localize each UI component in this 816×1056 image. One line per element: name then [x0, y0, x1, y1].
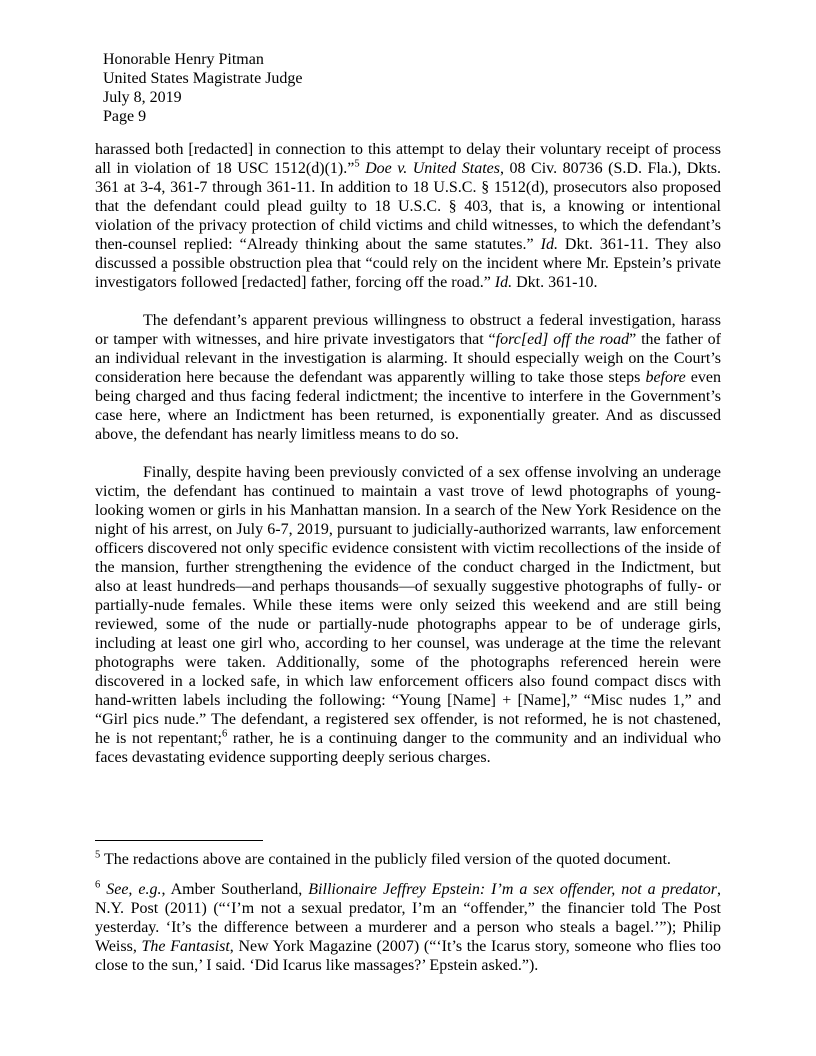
footnote-6: $^6$ See, e.g., Amber Southerland, Billionaire Jeffrey Epstein: I’m a sex offender, not a predator, N.Y. Post (2011) (“‘I’m not a sexual predator, I’m an “offender,” the financier told The Post yesterday. ‘It’s the difference between a murderer and a person who steals a bagel.’”); Philip Weiss, The Fantasist, New York Magazine (2007) (“‘It’s the Icarus story, someone who flies too close to the sun,’ I said. ‘Did Icarus like massages?’ Epstein asked.”).	[95, 879, 722, 974]
footnotes-section	[95, 840, 721, 975]
footnote-5: $^5$ The redactions above are contained in the publicly filed version of the quoted document.	[95, 849, 671, 868]
header-line-date: July 8, 2019	[103, 89, 182, 106]
footnote-separator	[95, 840, 263, 841]
header-line-recipient-title: United States Magistrate Judge	[103, 70, 303, 87]
paragraph-search-evidence: Finally, despite having been previously convicted of a sex offense involving an underage victim, the defendant has continued to maintain a vast trove of lewd photographs of young-looking women or girls in his Manhattan mansion. In a search of the New York Residence on the night of his arrest, on July 6-7, 2019, pursuant to judicially-authorized warrants, law enforcement officers discovered not only specific evidence consistent with victim recollections of the inside of the mansion, further strengthening the evidence of the conduct charged in the Indictment, but also at least hundreds—and perhaps thousands—of sexually suggestive photographs of fully- or partially-nude females. While these items were only seized this weekend and are still being reviewed, some of the nude or partially-nude photographs appear to be of underage girls, including at least one girl who, according to her counsel, was underage at the time the relevant photographs were taken. Additionally, some of the photographs referenced herein were discovered in a locked safe, in which law enforcement officers also found compact discs with hand-written labels including the following: “Young [Name] + [Name],” “Misc nudes 1,” and “Girl pics nude.” The defendant, a registered sex offender, is not reformed, he is not chastened, he is not repentant;$^6$ rather, he is a continuing danger to the community and an individual who faces devastating evidence supporting deeply serious charges.	[95, 464, 722, 766]
letter-header	[103, 0, 816, 126]
header-line-recipient: Honorable Henry Pitman	[103, 51, 264, 68]
letter-body	[95, 140, 721, 767]
paragraph-obstruction-argument: The defendant’s apparent previous willingness to obstruct a federal investigation, harass or tamper with witnesses, and hire private investigators that “forc[ed] off the road” the father of an individual relevant in the investigation is alarming. It should especially weigh on the Court’s consideration here because the defendant was apparently willing to take those steps before even being charged and thus facing federal indictment; the incentive to interfere in the Government’s case here, where an Indictment has been returned, is exponentially greater. And as discussed above, the defendant has nearly limitless means to do so.	[95, 312, 722, 443]
paragraph-continuation: harassed both [redacted] in connection to this attempt to delay their voluntary receipt of process all in violation of 18 USC 1512(d)(1).”$^5$ Doe v. United States, 08 Civ. 80736 (S.D. Fla.), Dkts. 361 at 3-4, 361-7 through 361-11. In addition to 18 U.S.C. § 1512(d), prosecutors also proposed that the defendant could plead guilty to 18 U.S.C. § 403, that is, a knowing or intentional violation of the privacy protection of child victims and child witnesses, to which the defendant’s then-counsel replied: “Already thinking about the same statutes.” Id. Dkt. 361-11. They also discussed a possible obstruction plea that “could rely on the incident where Mr. Epstein’s private investigators followed [redacted] father, forcing off the road.” Id. Dkt. 361-10.	[95, 141, 722, 291]
header-line-page-number: Page 9	[103, 108, 147, 125]
